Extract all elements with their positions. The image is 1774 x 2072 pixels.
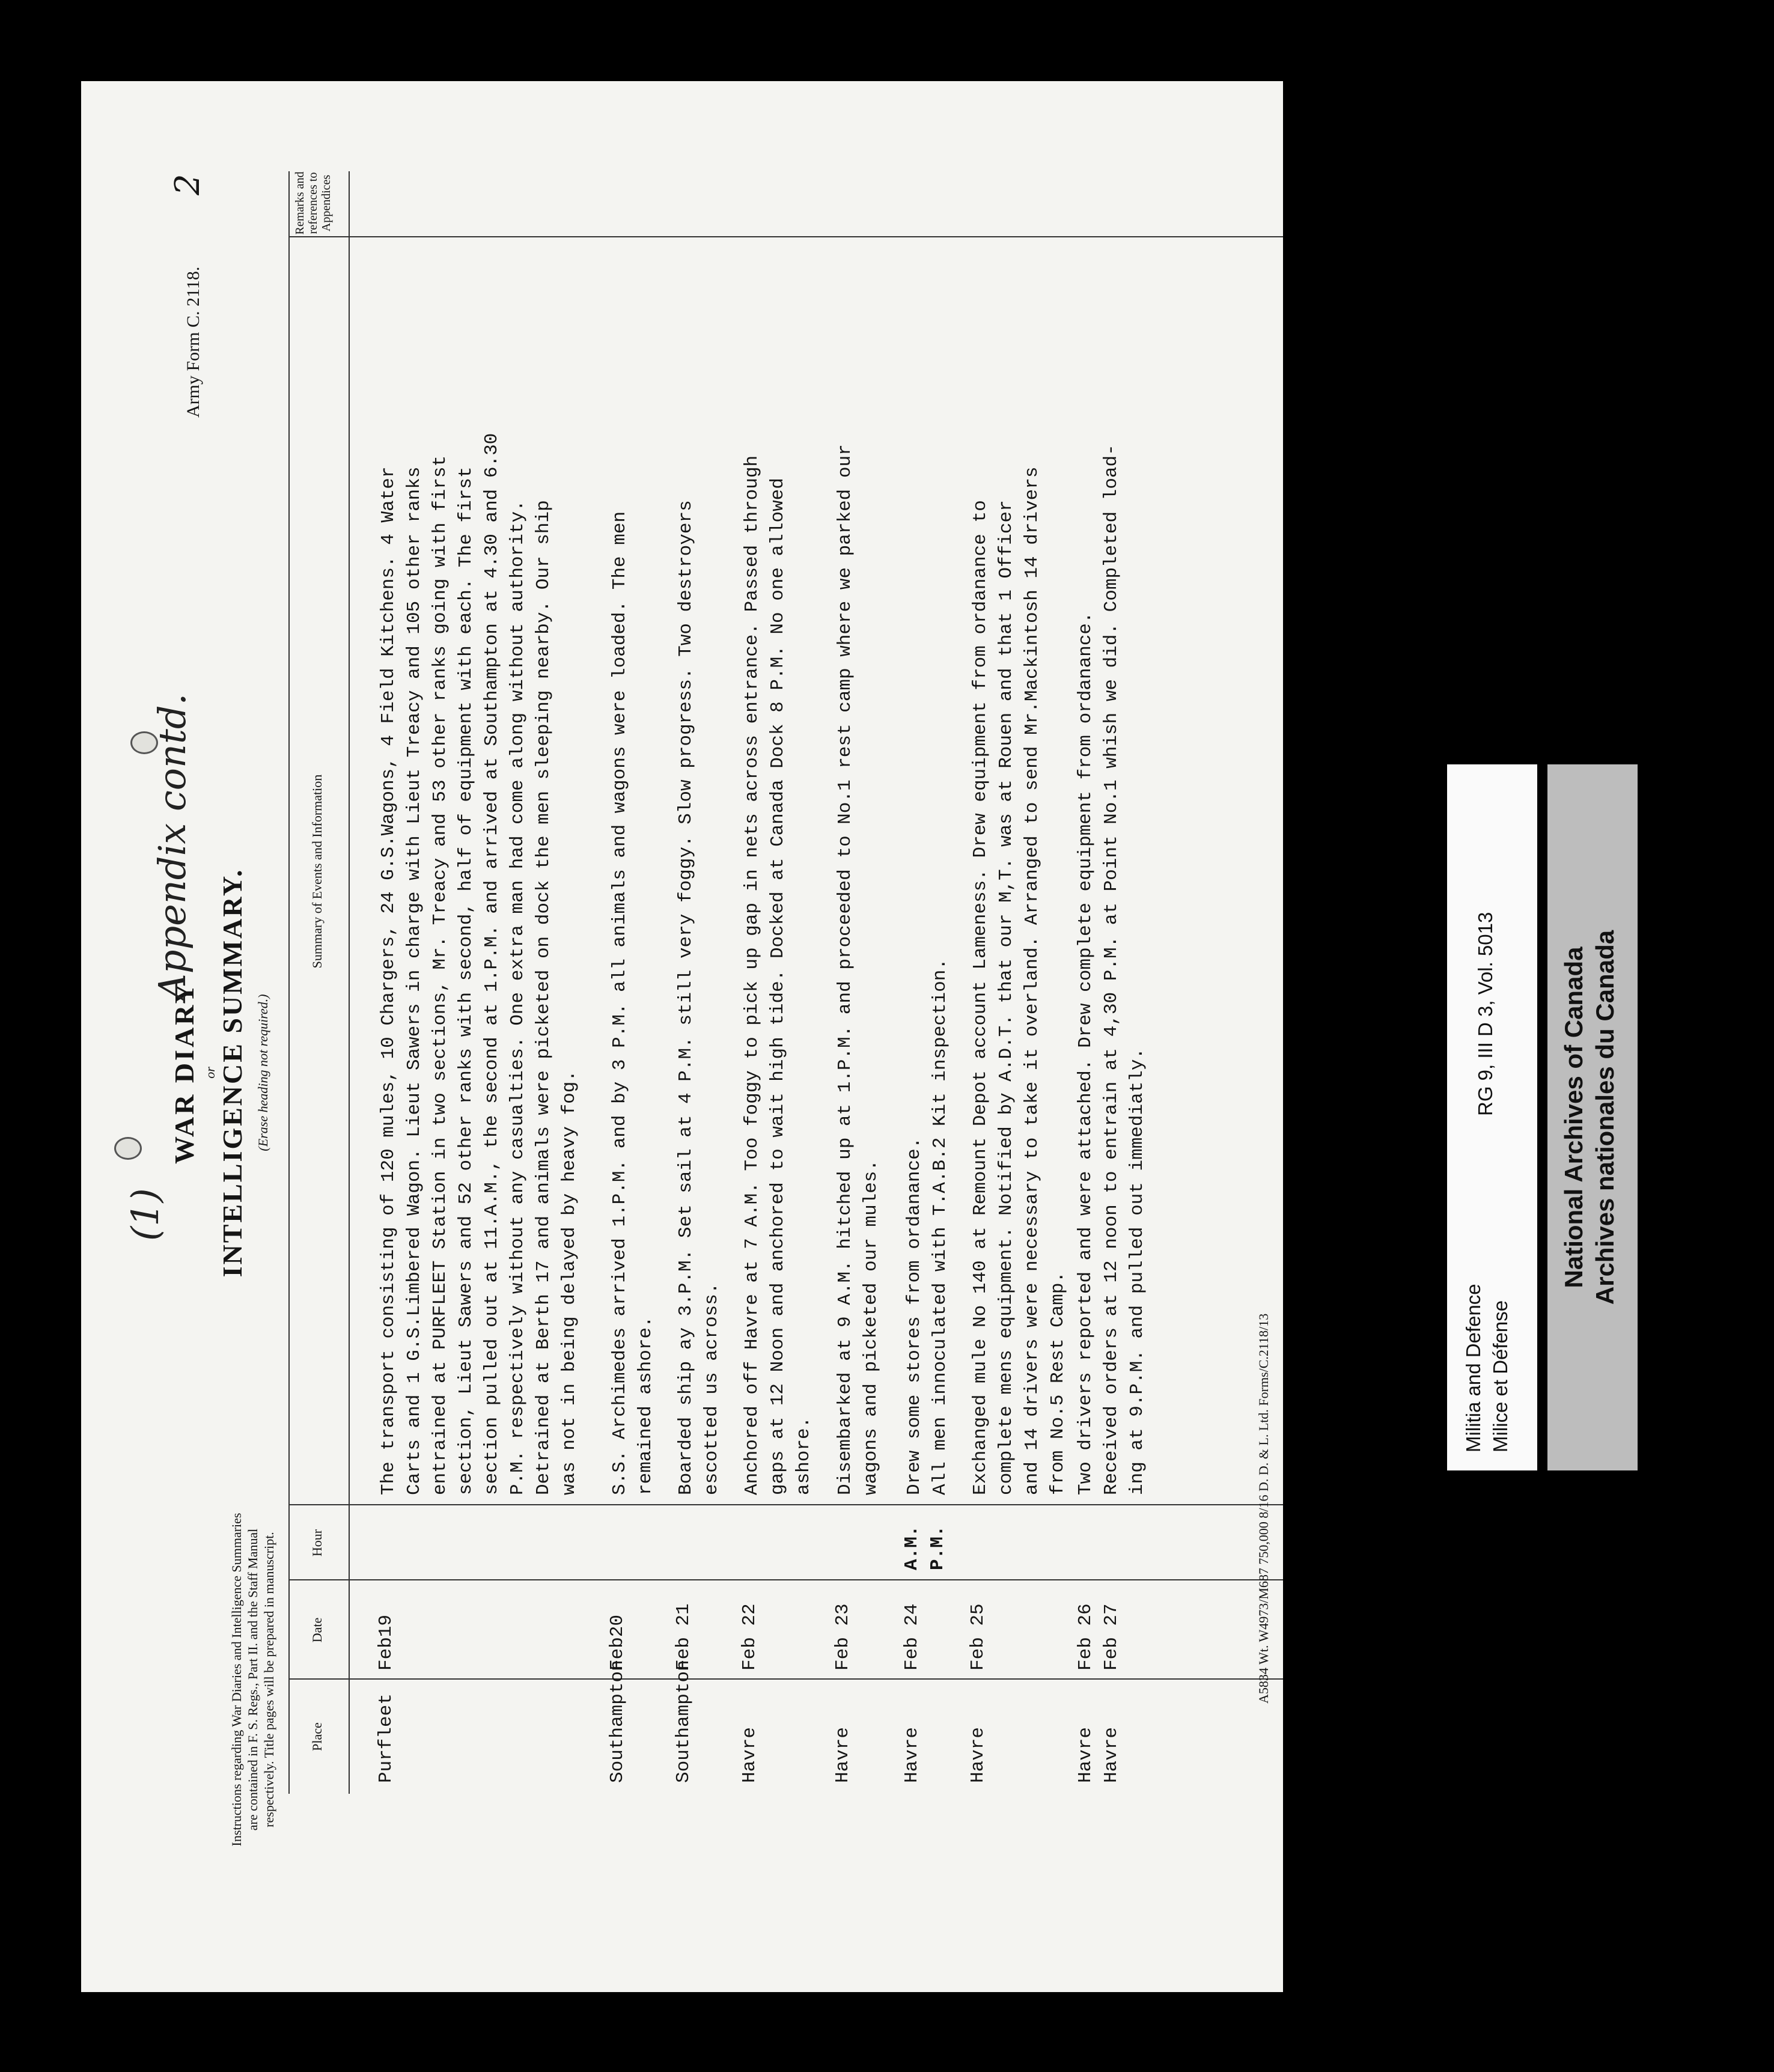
archive-label-institution-text (1547, 764, 1638, 1470)
erase-note: (Erase heading not required.) (255, 994, 270, 1151)
entry-place: Purfleet (376, 1693, 397, 1783)
column-header-hour: Hour (309, 1529, 325, 1557)
label-institution-en: National Archives of Canada (1559, 946, 1588, 1288)
entry-summary: Exchanged mule No 140 at Remount Depot account Lameness. Drew equipment from ordanance to complete mens equipment. Notified by A.D.T. that our M,T. was at Rouen and that 1 Officer and 14 drivers were necessary to take it overland. Arranged to send Mr.Mackintosh 14 drivers from No.5 Rest Camp. (970, 466, 1068, 1495)
column-divider (288, 236, 1283, 237)
diary-subtitle (216, 832, 248, 1313)
entry-date: Feb 26 Feb 27 (1075, 1603, 1122, 1671)
table-header-rule (349, 171, 350, 1794)
entry-place: Havre (739, 1726, 760, 1783)
entry-date: Feb 24 (901, 1603, 922, 1671)
handwritten-marginal-note: Appendix contd. (150, 693, 194, 1001)
entry-place: Southampton (673, 1660, 694, 1783)
entry-place: Havre (901, 1726, 922, 1783)
subtitle-text: INTELLIGENCE SUMMARY. (217, 868, 248, 1278)
entry-date: Feb19 (376, 1614, 397, 1671)
punch-hole (114, 1137, 142, 1160)
entry-place: Southampton (607, 1660, 628, 1783)
handwritten-page-number: 2 (168, 174, 207, 195)
entry-place: Havre (832, 1726, 853, 1783)
army-form-number: Army Form C. 2118. (183, 266, 203, 418)
column-divider (288, 1504, 1283, 1505)
entry-summary: Two drivers reported and were attached. Drew complete equipment from ordanance. Received orders at 12 noon to entrain at 4,30 P.M. at Point No.1 whish we did. Completed load- ing at 9.P.M. and pulled out immediatly. (1075, 444, 1148, 1495)
war-diary-page (81, 81, 1283, 1992)
label-department-fr: Milice et Défense (1489, 1300, 1511, 1452)
entry-place: Havre Havre (1075, 1726, 1122, 1783)
column-header-date: Date (309, 1617, 325, 1643)
diary-title: WAR DIARY (169, 981, 200, 1165)
label-department-en: Militia and Defence (1462, 1284, 1484, 1452)
entry-date: Feb 23 (832, 1603, 853, 1671)
entry-hour: A.M. P.M. (901, 1525, 948, 1570)
column-header-place: Place (309, 1722, 325, 1751)
war-diary-sheet (81, 81, 1283, 1992)
label-institution-fr: Archives nationales du Canada (1591, 930, 1619, 1305)
label-archive-reference: RG 9, III D 3, Vol. 5013 (1474, 912, 1496, 1116)
entry-summary: Anchored off Havre at 7 A.M. Too foggy to pick up gap in nets across entrance. Passed through gaps at 12 Noon and anchored to wait high tide. Docked at Canada Dock 8 P.M. No one allowed ashore. (742, 455, 814, 1495)
entry-summary: Disembarked at 9 A.M. hitched up at 1.P.M. and proceeded to No.1 rest camp where we parked our wagons and picketed our mules. (835, 444, 882, 1495)
form-instructions: Instructions regarding War Diaries and Intelligence Summaries are contained in F. S. Regs., Part II. and the Staff Manual respectively. Title pages will be prepared in manuscript. (229, 1513, 276, 1847)
entry-summary: Boarded ship ay 3.P.M. Set sail at 4 P.M. still very foggy. Slow progress. Two destroyers escotted us across. (675, 500, 722, 1495)
entry-date: Feb 21 (673, 1603, 694, 1671)
entry-place: Havre (968, 1726, 989, 1783)
column-divider (288, 1678, 1283, 1680)
diary-table (288, 171, 1283, 1794)
entry-summary: S.S. Archimedes arrived 1.P.M. and by 3 P.M. all animals and wagons were loaded. The men remained ashore. (609, 511, 656, 1495)
archive-label-institution (1547, 764, 1638, 1470)
archive-label-reference (1447, 764, 1537, 1470)
printer-imprint: A5834 Wt. W4973/M687 750,000 8/16 D. D. & L. Ltd. Forms/C.2118/13 (1256, 1313, 1271, 1704)
entry-date: Feb20 (607, 1614, 628, 1671)
handwritten-page-marker: (1) (123, 1188, 167, 1241)
diary-or: or (203, 1067, 218, 1079)
entry-summary: The transport consisting of 120 mules, 10 Chargers, 24 G.S.Wagons, 4 Field Kitchens. 4 Water Carts and 1 G.S.Limbered Wagon. Lieut Sawers in charge with Lieut Treacy and 105 other ranks entrained at PURFLEET Station in two sections, Mr. Treacy and 53 other ranks going with first section, Lieut Sawers and 52 other ranks with second, half of equipment with each. The first section pulled out at 11.A.M., the second at 1.P.M. and arrived at Southampton at 4.30 and 6.30 P.M. respectively without any casualties. One extra man had come along without authority. Detrained at Berth 17 and animals were picketed on dock the men sleeping nearby. Our ship was not in being delayed by heavy fog. (378, 433, 580, 1495)
column-divider (288, 1579, 1283, 1580)
table-top-rule (288, 171, 290, 1794)
entry-date: Feb 25 (968, 1603, 989, 1671)
column-header-summary: Summary of Events and Information (309, 774, 325, 969)
entry-date: Feb 22 (739, 1603, 760, 1671)
archive-label-reference-text (1447, 764, 1537, 1470)
column-header-remarks: Remarks and references to Appendices (293, 171, 333, 235)
entry-summary: Drew some stores from ordanance. All men innoculated with T.A.B.2 Kit inspection. (904, 958, 951, 1495)
